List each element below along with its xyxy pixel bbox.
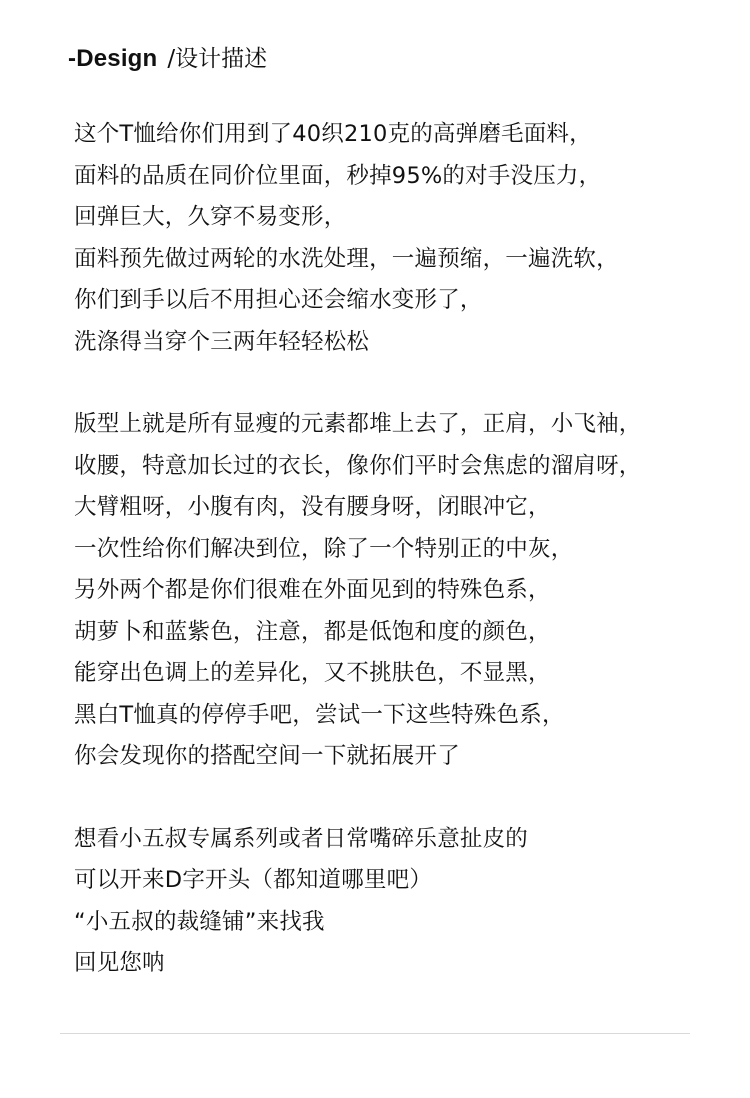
- description-line: 胡萝卜和蓝紫色，注意，都是低饱和度的颜色，: [74, 618, 551, 645]
- description-line: 回见您呐: [74, 950, 165, 976]
- description-line: 能穿出色调上的差异化，又不挑肤色，不显黑，: [74, 660, 551, 686]
- description-line: 黑白T恤真的停停手吧，尝试一下这些特殊色系，: [74, 701, 565, 728]
- description-line: 洗涤得当穿个三两年轻轻松松: [74, 328, 370, 355]
- description-line: 一次性给你们解决到位，除了一个特别正的中灰，: [74, 535, 574, 562]
- description-paragraph: [74, 114, 694, 363]
- section-title-cn: /设计描述: [167, 46, 268, 72]
- description-line: 回弹巨大，久穿不易变形，: [74, 204, 347, 230]
- description-body: [74, 114, 694, 985]
- description-line: 这个T恤给你们用到了40织210克的高弹磨毛面料，: [74, 121, 592, 147]
- description-paragraph: [74, 404, 694, 778]
- description-line: 想看小五叔专属系列或者日常嘴碎乐意扯皮的: [74, 825, 529, 852]
- section-title-en: -Design: [68, 45, 158, 72]
- description-line: 另外两个都是你们很难在外面见到的特殊色系，: [74, 577, 551, 603]
- section-header: [68, 40, 267, 74]
- description-line: 大臂粗呀，小腹有肉，没有腰身呀，闭眼冲它，: [74, 494, 551, 520]
- description-line: 面料预先做过两轮的水洗处理，一遍预缩，一遍洗软，: [74, 245, 619, 272]
- description-line: 收腰，特意加长过的衣长，像你们平时会焦虑的溜肩呀，: [74, 452, 642, 479]
- description-line: 面料的品质在同价位里面，秒掉95%的对手没压力，: [74, 162, 602, 189]
- description-line: 你会发现你的搭配空间一下就拓展开了: [74, 743, 460, 769]
- bottom-divider: [60, 1033, 690, 1034]
- description-line: 你们到手以后不用担心还会缩水变形了，: [74, 287, 483, 313]
- description-line: 可以开来D字开头（都知道哪里吧）: [74, 867, 433, 893]
- description-line: 版型上就是所有显瘦的元素都堆上去了，正肩，小飞袖，: [74, 411, 642, 437]
- description-line: “小五叔的裁缝铺”来找我: [74, 908, 325, 935]
- description-paragraph: [74, 819, 694, 985]
